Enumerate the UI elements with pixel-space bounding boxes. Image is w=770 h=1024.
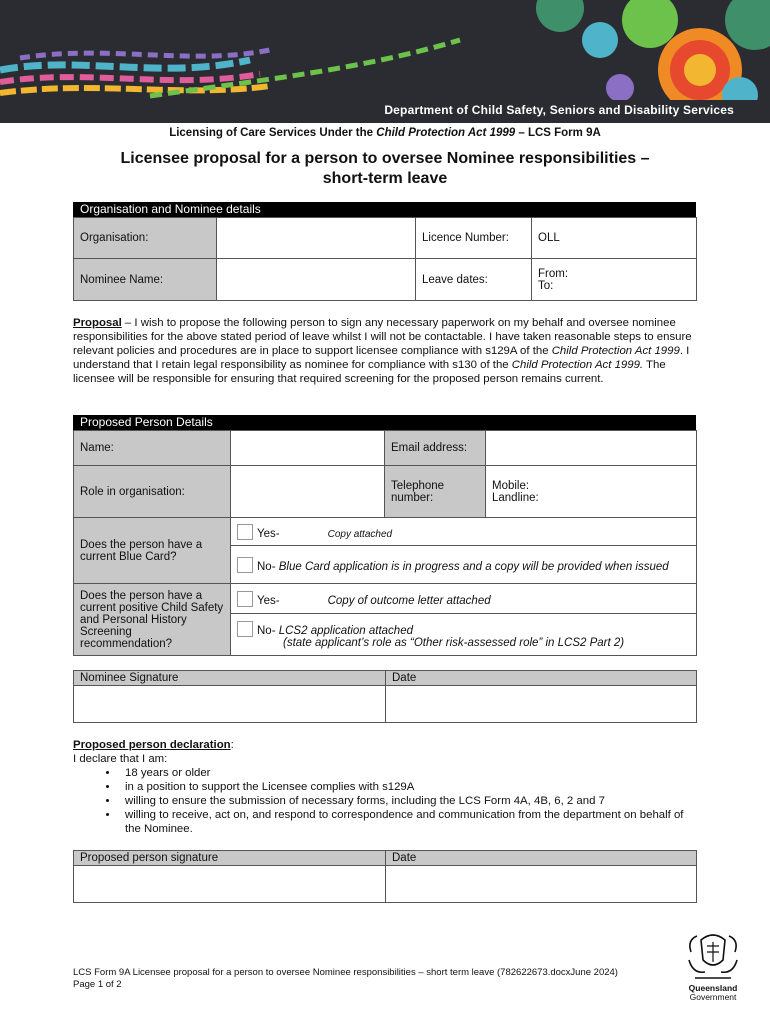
screening-no-option: No- LCS2 application attached (state applicant’s role as “Other risk-assessed role” in LCS2 Part 2): [231, 614, 697, 656]
form-title: Licensee proposal for a person to oversee Nominee responsibilities – short-term leave: [120, 150, 650, 187]
person-signature-field[interactable]: [74, 866, 386, 903]
nominee-name-field[interactable]: [217, 259, 416, 301]
declaration-item: • 18 years or older: [119, 766, 698, 780]
declaration-intro: I declare that I am:: [73, 753, 168, 765]
screening-yes-option: Yes- Copy of outcome letter attached: [231, 584, 697, 614]
page-number: Page 1 of 2: [73, 979, 122, 990]
person-signature-label: Proposed person signature: [74, 851, 386, 866]
declaration-block: Proposed person declaration: I declare that I am: • 18 years or older • in a position to support the Licensee complies with s129A • willing to ensure the submission of necessary forms, including the LCS Form 4A, 4B, 6, 2 and 7 • willing to receive, act on, and respond to correspondence and communication from the department on behalf of the Nominee.: [73, 738, 698, 836]
form-subtitle: Licensing of Care Services Under the Child Protection Act 1999 – LCS Form 9A: [169, 127, 601, 139]
org-details-table: [73, 217, 697, 301]
telephone-label: Telephone number:: [385, 466, 486, 518]
email-field[interactable]: [486, 431, 697, 466]
name-field[interactable]: [231, 431, 385, 466]
bluecard-no-option: No- Blue Card application is in progress and a copy will be provided when issued: [231, 546, 697, 584]
bluecard-yes-checkbox[interactable]: [237, 524, 253, 540]
role-field[interactable]: [231, 466, 385, 518]
person-details-table: [73, 430, 697, 656]
leave-dates-label: Leave dates:: [416, 259, 532, 301]
telephone-field[interactable]: Mobile: Landline:: [486, 466, 697, 518]
email-label: Email address:: [385, 431, 486, 466]
organisation-field[interactable]: [217, 218, 416, 259]
bluecard-no-checkbox[interactable]: [237, 557, 253, 573]
licence-number-label: Licence Number:: [416, 218, 532, 259]
leave-dates-field[interactable]: From: To:: [532, 259, 697, 301]
coat-of-arms-icon: [683, 930, 743, 982]
nominee-signature-field[interactable]: [74, 686, 386, 723]
header-banner: [0, 0, 770, 123]
nominee-date-label: Date: [386, 671, 697, 686]
organisation-label: Organisation:: [74, 218, 217, 259]
nominee-signature-table: [73, 670, 697, 723]
screening-no-checkbox[interactable]: [237, 621, 253, 637]
nominee-name-label: Nominee Name:: [74, 259, 217, 301]
org-section-heading: Organisation and Nominee details: [73, 202, 696, 217]
footer-form-reference: LCS Form 9A Licensee proposal for a person to oversee Nominee responsibilities – short term leave (782622673.docxJune 2024): [73, 967, 618, 978]
role-label: Role in organisation:: [74, 466, 231, 518]
declaration-item: • willing to receive, act on, and respond to correspondence and communication from the department on behalf of the Nominee.: [119, 808, 698, 836]
bluecard-question: Does the person have a current Blue Card?: [74, 518, 231, 584]
nominee-signature-label: Nominee Signature: [74, 671, 386, 686]
nominee-date-field[interactable]: [386, 686, 697, 723]
screening-yes-checkbox[interactable]: [237, 591, 253, 607]
person-date-field[interactable]: [386, 866, 697, 903]
declaration-heading: Proposed person declaration: [73, 739, 231, 751]
name-label: Name:: [74, 431, 231, 466]
declaration-item: • willing to ensure the submission of necessary forms, including the LCS Form 4A, 4B, 6, 2 and 7: [119, 794, 698, 808]
bluecard-yes-option: Yes- Copy attached: [231, 518, 697, 546]
proposal-paragraph: Proposal – I wish to propose the following person to sign any necessary paperwork on my behalf and oversee nominee responsibilities for the above stated period of leave whilst I will not be contactable. I have taken reasonable steps to ensure relevant policies and procedures are in place to support licensee compliance with s129A of the Child Protection Act 1999. I understand that I retain legal responsibility as nominee for compliance with s130 of the Child Protection Act 1999. The licensee will be responsible for ensuring that required screening for the proposed person remains current.: [73, 317, 692, 385]
department-name: Department of Child Safety, Seniors and Disability Services: [384, 103, 734, 117]
person-signature-table: [73, 850, 697, 903]
screening-question: Does the person have a current positive Child Safety and Personal History Screening recommendation?: [74, 584, 231, 656]
declaration-list: [73, 766, 698, 836]
person-date-label: Date: [386, 851, 697, 866]
queensland-government-logo: Queensland Government: [683, 930, 743, 1002]
declaration-item: • in a position to support the Licensee complies with s129A: [119, 780, 698, 794]
licence-number-field[interactable]: OLL: [532, 218, 697, 259]
footer: [73, 967, 618, 991]
person-section-heading: Proposed Person Details: [73, 415, 696, 430]
